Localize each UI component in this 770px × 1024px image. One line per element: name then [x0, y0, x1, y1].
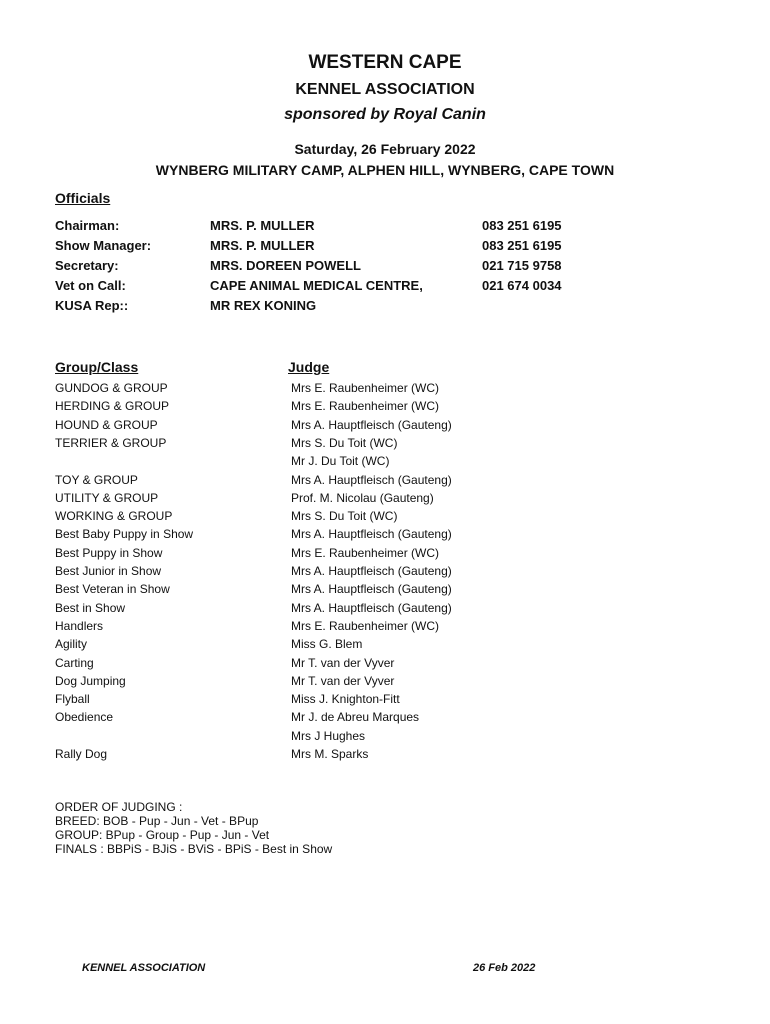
- group-class-name: TERRIER & GROUP: [55, 435, 167, 450]
- judge-name: Mr J. Du Toit (WC): [291, 454, 390, 469]
- judge-name: Miss J. Knighton-Fitt: [291, 692, 400, 707]
- official-row: [0, 218, 770, 238]
- official-phone: 021 674 0034: [482, 278, 562, 293]
- order-breed: BREED: BOB - Pup - Jun - Vet - BPup: [55, 814, 259, 828]
- judge-name: Mrs J Hughes: [291, 728, 366, 743]
- sponsor-line: sponsored by Royal Canin: [284, 106, 486, 123]
- group-class-name: HOUND & GROUP: [55, 417, 158, 432]
- group-class-name: UTILITY & GROUP: [55, 490, 159, 505]
- judge-name: Mrs E. Raubenheimer (WC): [291, 399, 440, 414]
- judge-row: [0, 674, 770, 692]
- judge-row: [0, 546, 770, 564]
- order-finals: FINALS : BBPiS - BJiS - BViS - BPiS - Best in Show: [55, 842, 333, 856]
- judge-name: Mrs A. Hauptfleisch (Gauteng): [291, 564, 452, 578]
- group-class-name: Best Baby Puppy in Show: [55, 527, 194, 542]
- official-row: [0, 298, 770, 318]
- judge-name: Prof. M. Nicolau (Gauteng): [291, 490, 434, 505]
- judge-row: [0, 491, 770, 509]
- footer-left: KENNEL ASSOCIATION: [82, 962, 206, 974]
- event-date: Saturday, 26 February 2022: [294, 141, 476, 157]
- judge-row: [0, 637, 770, 655]
- group-class-name: Carting: [55, 655, 94, 670]
- official-phone: 021 715 9758: [482, 258, 562, 273]
- group-class-name: Best Veteran in Show: [55, 582, 170, 597]
- event-venue: WYNBERG MILITARY CAMP, ALPHEN HILL, WYNBERG, CAPE TOWN: [155, 162, 615, 178]
- document-subtitle: KENNEL ASSOCIATION: [295, 81, 475, 98]
- judge-row: [0, 381, 770, 399]
- group-class-name: Best Junior in Show: [55, 564, 162, 578]
- official-name: MRS. DOREEN POWELL: [210, 258, 361, 273]
- judge-heading: Judge: [288, 359, 330, 375]
- judge-name: Mrs A. Hauptfleisch (Gauteng): [291, 600, 452, 615]
- judge-name: Mr T. van der Vyver: [291, 673, 395, 688]
- group-class-name: Flyball: [55, 692, 90, 707]
- judge-row: [0, 710, 770, 728]
- group-class-heading: Group/Class: [55, 359, 139, 375]
- judge-row: [0, 729, 770, 747]
- official-role: Secretary:: [55, 258, 119, 273]
- group-class-name: Agility: [55, 637, 88, 652]
- official-name: MRS. P. MULLER: [210, 238, 315, 253]
- judge-row: [0, 619, 770, 637]
- official-phone: 083 251 6195: [482, 238, 562, 253]
- official-name: MR REX KONING: [210, 298, 317, 313]
- order-group: GROUP: BPup - Group - Pup - Jun - Vet: [55, 828, 270, 842]
- group-class-name: Rally Dog: [55, 747, 108, 761]
- judge-name: Mrs M. Sparks: [291, 747, 369, 761]
- judge-row: [0, 747, 770, 765]
- group-class-name: Obedience: [55, 710, 114, 725]
- official-row: [0, 238, 770, 258]
- judge-row: [0, 692, 770, 710]
- judge-row: [0, 399, 770, 417]
- judge-name: Mr J. de Abreu Marques: [291, 710, 420, 725]
- judge-name: Mrs E. Raubenheimer (WC): [291, 545, 440, 560]
- judge-name: Mrs A. Hauptfleisch (Gauteng): [291, 582, 452, 597]
- judge-name: Mrs E. Raubenheimer (WC): [291, 618, 440, 633]
- judge-row: [0, 418, 770, 436]
- judge-row: [0, 582, 770, 600]
- judge-name: Mr T. van der Vyver: [291, 655, 395, 670]
- judge-name: Miss G. Blem: [291, 637, 363, 652]
- judge-row: [0, 509, 770, 527]
- footer-right: 26 Feb 2022: [473, 962, 536, 974]
- judge-name: Mrs S. Du Toit (WC): [291, 435, 398, 450]
- judge-name: Mrs S. Du Toit (WC): [291, 509, 398, 524]
- group-class-name: HERDING & GROUP: [55, 399, 170, 414]
- official-name: CAPE ANIMAL MEDICAL CENTRE,: [210, 278, 423, 293]
- official-name: MRS. P. MULLER: [210, 218, 315, 233]
- judge-name: Mrs E. Raubenheimer (WC): [291, 381, 440, 395]
- official-row: [0, 258, 770, 278]
- group-class-name: WORKING & GROUP: [55, 509, 173, 524]
- group-class-name: Handlers: [55, 618, 104, 633]
- group-class-name: Dog Jumping: [55, 673, 126, 688]
- judge-row: [0, 436, 770, 454]
- official-role: KUSA Rep::: [55, 298, 129, 313]
- judge-name: Mrs A. Hauptfleisch (Gauteng): [291, 472, 452, 487]
- judge-row: [0, 601, 770, 619]
- official-role: Chairman:: [55, 218, 120, 233]
- group-class-name: Best Puppy in Show: [55, 545, 163, 560]
- judge-row: [0, 473, 770, 491]
- judge-row: [0, 656, 770, 674]
- judge-name: Mrs A. Hauptfleisch (Gauteng): [291, 417, 452, 432]
- judge-name: Mrs A. Hauptfleisch (Gauteng): [291, 527, 452, 542]
- officials-heading: Officials: [55, 190, 111, 206]
- judge-row: [0, 564, 770, 582]
- group-class-name: TOY & GROUP: [55, 472, 138, 487]
- official-row: [0, 278, 770, 298]
- official-phone: 083 251 6195: [482, 218, 562, 233]
- group-class-name: Best in Show: [55, 600, 126, 615]
- judge-row: [0, 454, 770, 472]
- judge-row: [0, 527, 770, 545]
- document-title: WESTERN CAPE: [308, 52, 462, 73]
- group-class-name: GUNDOG & GROUP: [55, 381, 168, 395]
- official-role: Vet on Call:: [55, 278, 126, 293]
- official-role: Show Manager:: [55, 238, 152, 253]
- order-heading: ORDER OF JUDGING :: [55, 800, 183, 814]
